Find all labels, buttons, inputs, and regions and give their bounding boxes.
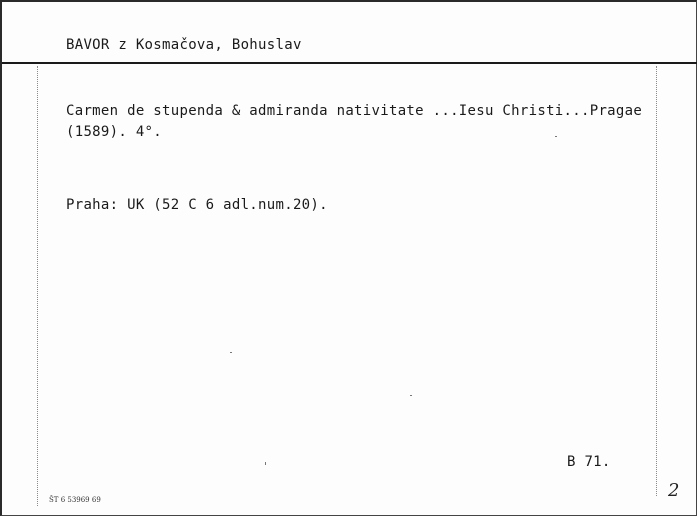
- heading-rule: [2, 62, 697, 64]
- holding-location: Praha: UK (52 C 6 adl.num.20).: [66, 197, 328, 213]
- shelfmark: B 71.: [567, 454, 611, 470]
- paper-speck: [410, 395, 412, 396]
- right-margin-guide: [656, 66, 657, 496]
- title-line-1: Carmen de stupenda & admiranda nativitate ...Iesu Christi...Pragae: [66, 103, 643, 119]
- paper-speck: [230, 352, 232, 353]
- left-margin-guide: [37, 66, 38, 506]
- author-heading: BAVOR z Kosmačova, Bohuslav: [66, 37, 302, 53]
- printer-mark: ŠT 6 53969 69: [49, 496, 101, 504]
- paper-speck: [555, 136, 557, 137]
- title-line-2: (1589). 4°.: [66, 124, 163, 140]
- paper-speck: [265, 462, 266, 465]
- handwritten-card-number: 2: [668, 480, 680, 501]
